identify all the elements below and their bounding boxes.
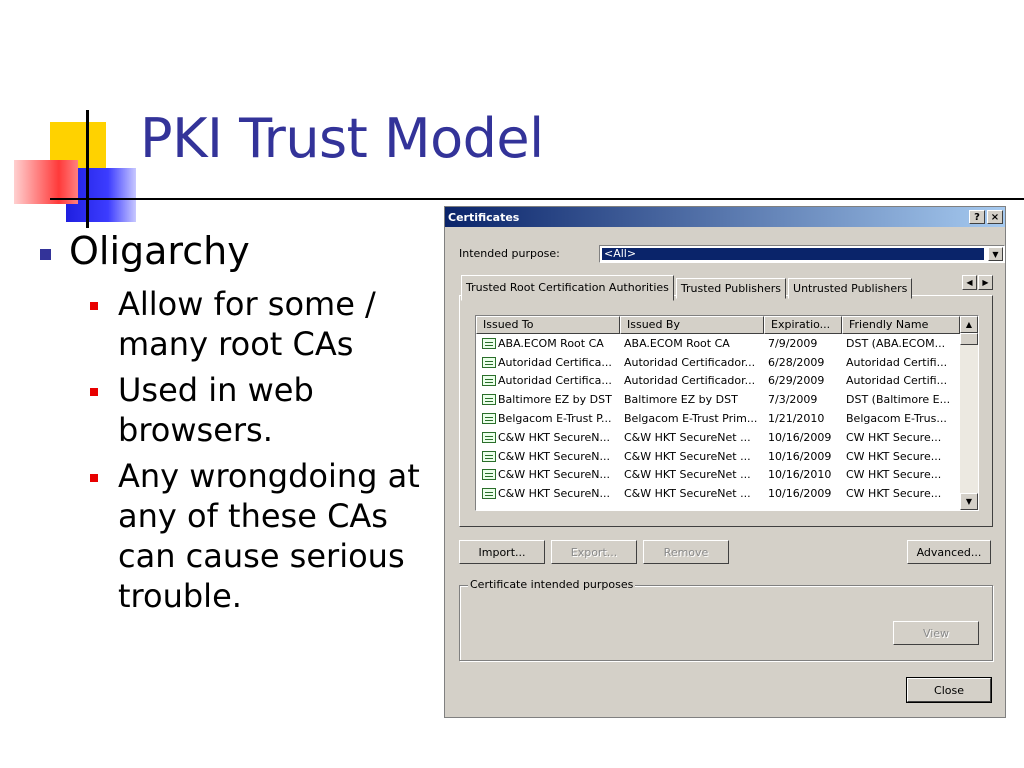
cell-text: DST (ABA.ECOM... (846, 336, 946, 350)
sub-bullet-item (90, 370, 426, 450)
cell-text: CW HKT Secure... (846, 487, 942, 501)
bullet-item (36, 228, 426, 274)
cell-text: C&W HKT SecureN... (498, 468, 611, 482)
certificate-icon (482, 357, 496, 368)
table-cell (476, 356, 620, 369)
bullet-list (36, 228, 426, 622)
sub-bullet-text: Used in web browsers. (118, 371, 314, 449)
cell-text: Autoridad Certifi... (846, 374, 948, 388)
certificate-icon (482, 488, 496, 499)
scroll-down-icon[interactable]: ▼ (960, 493, 978, 510)
column-expiration[interactable]: Expiratio... (764, 316, 842, 334)
certificate-icon (482, 451, 496, 462)
cell-text: 7/9/2009 (768, 336, 818, 350)
table-cell (620, 356, 764, 369)
column-issued-by[interactable]: Issued By (620, 316, 764, 334)
tab-untrusted-publishers[interactable]: Untrusted Publishers (788, 278, 912, 299)
bullet-text: Oligarchy (69, 229, 250, 273)
cell-text: C&W HKT SecureN... (498, 430, 611, 444)
slide-title: PKI Trust Model (140, 107, 544, 170)
cell-text: C&W HKT SecureNet ... (624, 449, 751, 463)
table-cell (764, 356, 842, 369)
list-header (476, 316, 978, 334)
tab-trusted-publishers[interactable]: Trusted Publishers (676, 278, 786, 299)
table-cell (620, 337, 764, 350)
cell-text: CW HKT Secure... (846, 430, 942, 444)
table-cell (620, 431, 764, 444)
group-label: Certificate intended purposes (470, 578, 634, 591)
table-cell (764, 412, 842, 425)
cell-text: 10/16/2009 (768, 487, 832, 501)
table-cell (842, 337, 960, 350)
table-cell (620, 487, 764, 500)
table-cell (764, 468, 842, 481)
cell-text: 10/16/2010 (768, 468, 832, 482)
table-row[interactable] (476, 372, 978, 391)
sub-bullet-item (90, 284, 426, 364)
cell-text: Belgacom E-Trust Prim... (624, 412, 758, 426)
column-issued-to[interactable]: Issued To (476, 316, 620, 334)
title-underline (50, 198, 1024, 200)
table-cell (842, 468, 960, 481)
cell-text: Baltimore EZ by DST (498, 393, 612, 407)
table-cell (842, 374, 960, 387)
table-cell (476, 487, 620, 500)
cell-text: ABA.ECOM Root CA (624, 336, 730, 350)
cell-text: Autoridad Certifi... (846, 355, 948, 369)
cell-text: Baltimore EZ by DST (624, 393, 738, 407)
list-rows (476, 334, 978, 503)
table-row[interactable] (476, 466, 978, 485)
table-cell (620, 450, 764, 463)
view-button[interactable]: View (893, 621, 979, 645)
cell-text: 6/28/2009 (768, 355, 825, 369)
intended-purpose-row (459, 247, 999, 260)
table-cell (476, 468, 620, 481)
titlebar-buttons (969, 210, 1003, 224)
table-cell (764, 487, 842, 500)
certificate-icon (482, 375, 496, 386)
table-cell (764, 393, 842, 406)
cell-text: C&W HKT SecureN... (498, 449, 611, 463)
table-cell (842, 356, 960, 369)
table-cell (620, 468, 764, 481)
table-cell (620, 393, 764, 406)
table-cell (842, 450, 960, 463)
table-cell (842, 412, 960, 425)
certificate-icon (482, 469, 496, 480)
table-cell (764, 374, 842, 387)
table-cell (476, 393, 620, 406)
table-cell (842, 431, 960, 444)
certificates-dialog (444, 206, 1006, 718)
vertical-scrollbar[interactable] (960, 316, 978, 510)
decorative-logo (0, 0, 140, 240)
cell-text: CW HKT Secure... (846, 449, 942, 463)
scroll-up-icon[interactable]: ▲ (960, 316, 978, 333)
table-row[interactable] (476, 390, 978, 409)
remove-button[interactable]: Remove (643, 540, 729, 564)
table-cell (476, 412, 620, 425)
export-button[interactable]: Export... (551, 540, 637, 564)
intended-purpose-label: Intended purpose: (459, 247, 560, 260)
dialog-title: Certificates (448, 210, 520, 224)
tab-scroll-arrows (962, 275, 993, 290)
sub-bullet-list (90, 284, 426, 616)
close-x-button[interactable]: × (987, 210, 1003, 224)
cell-text: 1/21/2010 (768, 412, 825, 426)
cell-text: ABA.ECOM Root CA (498, 336, 604, 350)
cell-text: C&W HKT SecureN... (498, 487, 611, 501)
tab-scroll-left-icon[interactable]: ◀ (962, 275, 977, 290)
sub-bullet-text: Any wrongdoing at any of these CAs can cause serious trouble. (118, 457, 420, 615)
cell-text: C&W HKT SecureNet ... (624, 468, 751, 482)
tab-strip (461, 275, 914, 299)
sub-bullet-marker (90, 388, 98, 396)
sub-bullet-marker (90, 302, 98, 310)
table-row[interactable] (476, 334, 978, 353)
cell-text: Belgacom E-Trust P... (498, 412, 612, 426)
table-cell (764, 337, 842, 350)
sub-bullet-text: Allow for some / many root CAs (118, 285, 376, 363)
column-friendly-name[interactable]: Friendly Name (842, 316, 960, 334)
cell-text: Autoridad Certifica... (498, 355, 612, 369)
certificate-icon (482, 413, 496, 424)
table-cell (620, 412, 764, 425)
certificate-icon (482, 338, 496, 349)
certificate-list[interactable] (475, 315, 979, 511)
cell-text: CW HKT Secure... (846, 468, 942, 482)
table-row[interactable] (476, 409, 978, 428)
logo-vertical-line (86, 110, 89, 228)
table-cell (842, 487, 960, 500)
table-cell (764, 450, 842, 463)
cell-text: Autoridad Certifica... (498, 374, 612, 388)
cell-text: C&W HKT SecureNet ... (624, 487, 751, 501)
certificate-icon (482, 394, 496, 405)
table-row[interactable] (476, 447, 978, 466)
advanced-button[interactable]: Advanced... (907, 540, 991, 564)
table-cell (764, 431, 842, 444)
table-cell (476, 337, 620, 350)
cell-text: Autoridad Certificador... (624, 355, 756, 369)
cell-text: DST (Baltimore E... (846, 393, 951, 407)
cell-text: Autoridad Certificador... (624, 374, 756, 388)
scroll-thumb[interactable] (960, 333, 978, 345)
bullet-marker (40, 249, 51, 260)
help-button[interactable]: ? (969, 210, 985, 224)
table-row[interactable] (476, 484, 978, 503)
cell-text: 6/29/2009 (768, 374, 825, 388)
intended-purpose-dropdown[interactable] (599, 245, 1005, 263)
table-cell (476, 431, 620, 444)
cell-text: 7/3/2009 (768, 393, 818, 407)
cell-text: 10/16/2009 (768, 449, 832, 463)
close-button[interactable]: Close (907, 678, 991, 702)
tab-trusted-root-ca[interactable]: Trusted Root Certification Authorities (461, 275, 674, 301)
sub-bullet-item (90, 456, 426, 616)
intended-purpose-value: <All> (602, 248, 984, 260)
cell-text: C&W HKT SecureNet ... (624, 430, 751, 444)
chevron-down-icon[interactable]: ▼ (988, 247, 1003, 261)
cell-text: 10/16/2009 (768, 430, 832, 444)
sub-bullet-marker (90, 474, 98, 482)
table-cell (620, 374, 764, 387)
table-row[interactable] (476, 428, 978, 447)
table-cell (476, 450, 620, 463)
certificate-icon (482, 432, 496, 443)
dialog-titlebar[interactable] (445, 207, 1005, 227)
table-cell (842, 393, 960, 406)
table-cell (476, 374, 620, 387)
tab-scroll-right-icon[interactable]: ▶ (978, 275, 993, 290)
import-button[interactable]: Import... (459, 540, 545, 564)
cell-text: Belgacom E-Trus... (846, 412, 947, 426)
table-row[interactable] (476, 353, 978, 372)
